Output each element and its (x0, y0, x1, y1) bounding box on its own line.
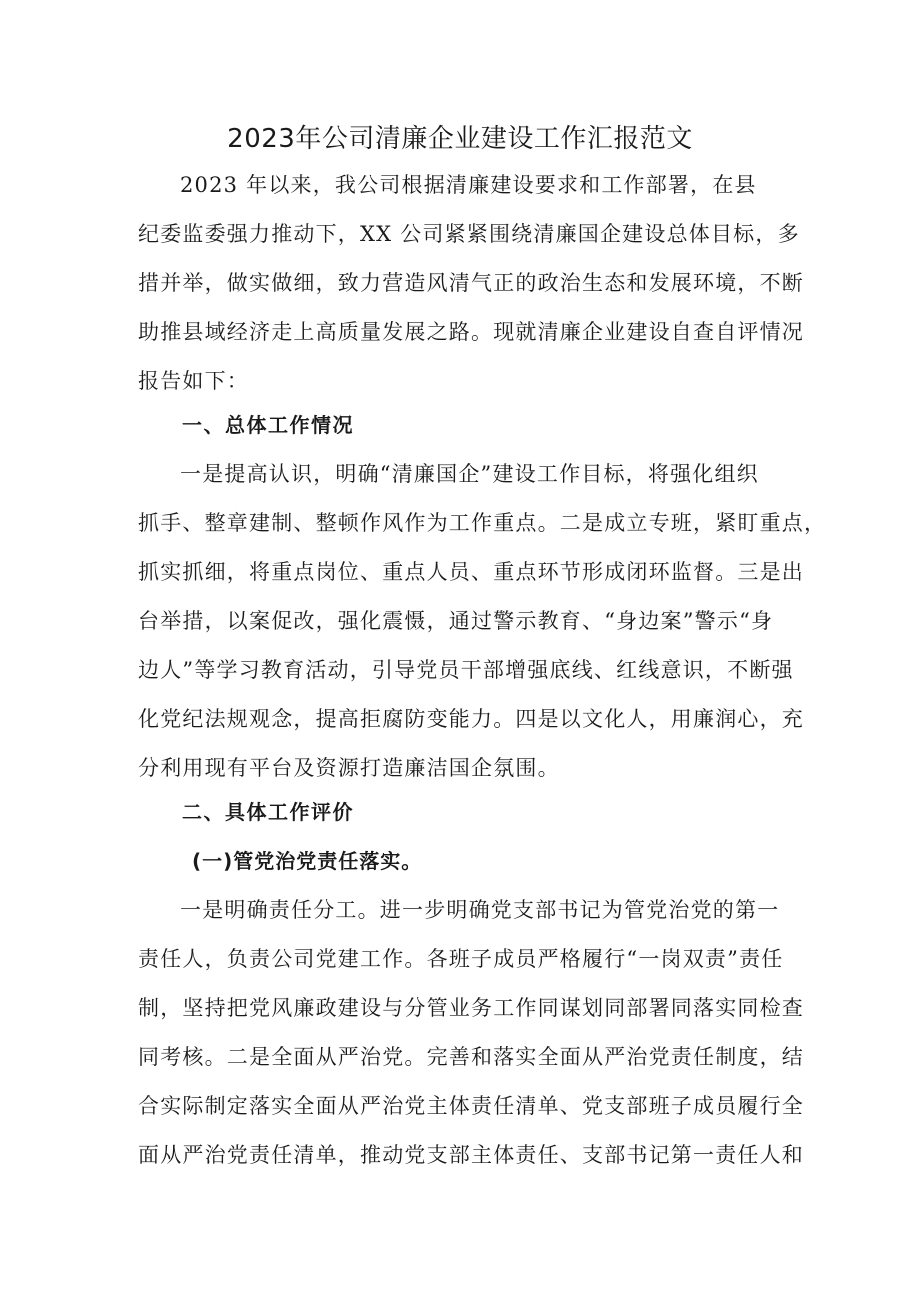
section1-line-7: 分利用现有平台及资源打造廉洁国企氛围。 (138, 756, 560, 780)
section2-line-2: 责任人，负责公司党建工作。各班子成员严格履行“一岗双责”责任 (138, 947, 784, 971)
section2-line-6: 面从严治党责任清单，推动党支部主体责任、支部书记第一责任人和 (138, 1143, 804, 1167)
section2-heading: 二、具体工作评价 (182, 800, 354, 824)
intro-line-2: 纪委监委强力推动下，XX 公司紧紧围绕清廉国企建设总体目标，多 (138, 222, 800, 246)
section1-line-1: 一是提高认识，明确“清廉国企”建设工作目标，将强化组织 (180, 462, 759, 486)
section1-line-2: 抓手、整章建制、整顿作风作为工作重点。二是成立专班，紧盯重点， (138, 511, 827, 535)
section2-subheading: (一)管党治党责任落实。 (192, 849, 423, 873)
section1-line-4: 台举措，以案促改，强化震慑，通过警示教育、“身边案”警示“身 (138, 609, 774, 633)
section2-line-4: 同考核。二是全面从严治党。完善和落实全面从严治党责任制度，结 (138, 1045, 804, 1069)
section2-line-5: 合实际制定落实全面从严治党主体责任清单、党支部班子成员履行全 (138, 1094, 804, 1118)
section1-line-3: 抓实抓细，将重点岗位、重点人员、重点环节形成闭环监督。三是出 (138, 560, 804, 584)
section2-line-1: 一是明确责任分工。进一步明确党支部书记为管党治党的第一 (180, 898, 780, 922)
intro-line-1: 2023 年以来，我公司根据清廉建设要求和工作部署，在县 (180, 173, 757, 197)
intro-line-5: 报告如下： (138, 369, 249, 393)
section1-heading: 一、总体工作情况 (182, 413, 354, 437)
section1-line-5: 边人”等学习教育活动，引导党员干部增强底线、红线意识，不断强 (138, 658, 794, 682)
section1-line-6: 化党纪法规观念，提高拒腐防变能力。四是以文化人，用廉润心，充 (138, 707, 804, 731)
intro-line-4: 助推县域经济走上高质量发展之路。现就清廉企业建设自查自评情况 (138, 320, 804, 344)
section2-line-3: 制，坚持把党风廉政建设与分管业务工作同谋划同部署同落实同检查 (138, 996, 804, 1020)
document-title: 2023年公司清廉企业建设工作汇报范文 (227, 124, 693, 154)
intro-line-3: 措并举，做实做细，致力营造风清气正的政治生态和发展环境，不断 (138, 271, 804, 295)
